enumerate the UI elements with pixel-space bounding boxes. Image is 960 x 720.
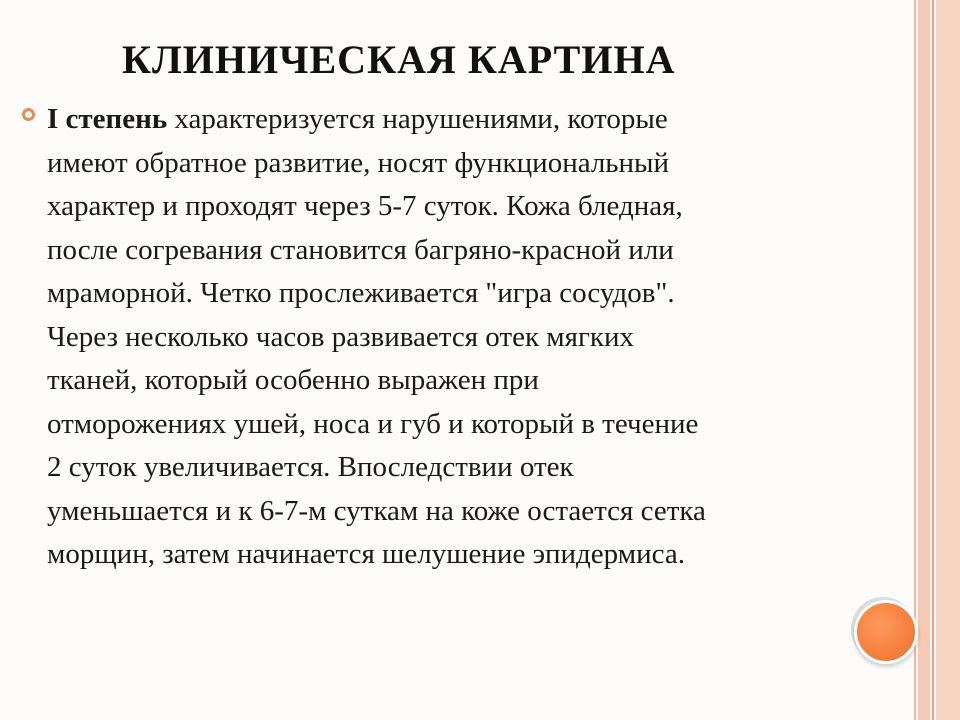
stripe <box>918 0 930 720</box>
decorative-stripes <box>914 0 960 720</box>
bullet-line: тканей, который особенно выражен при <box>47 364 539 396</box>
orange-circle-icon <box>854 600 918 664</box>
bullet-line: отморожениях ушей, носа и губ и который в течение <box>47 407 699 440</box>
bullet-line: 2 суток увеличивается. Впоследствии отек <box>47 451 574 483</box>
bullet-line: имеют обратное развитие, носят функциональный <box>47 146 670 179</box>
stripe <box>914 0 916 720</box>
bullet-line: после согревания становится багряно-красной или <box>47 233 674 266</box>
bullet-line: мраморной. Четко прослеживается "игра сосудов". <box>47 277 675 309</box>
bullet-text <box>47 98 907 577</box>
bullet-line <box>47 98 907 142</box>
ring-bullet-icon <box>22 108 35 121</box>
bullet-line: уменьшается и к 6-7-м суткам на коже остается сетка <box>47 494 706 527</box>
bullet-line: Через несколько часов развивается отек мягких <box>47 320 634 353</box>
bullet-line: морщин, затем начинается шелушение эпидермиса. <box>47 538 685 570</box>
bullet-lead: I степень <box>47 103 168 135</box>
stripe <box>932 0 934 720</box>
slide-title: КЛИНИЧЕСКАЯ КАРТИНА <box>122 37 676 82</box>
stripe <box>936 0 960 720</box>
bullet-line-text: характеризуется нарушениями, которые <box>167 103 668 135</box>
bullet-line: характер и проходят через 5-7 суток. Кожа бледная, <box>47 190 683 222</box>
